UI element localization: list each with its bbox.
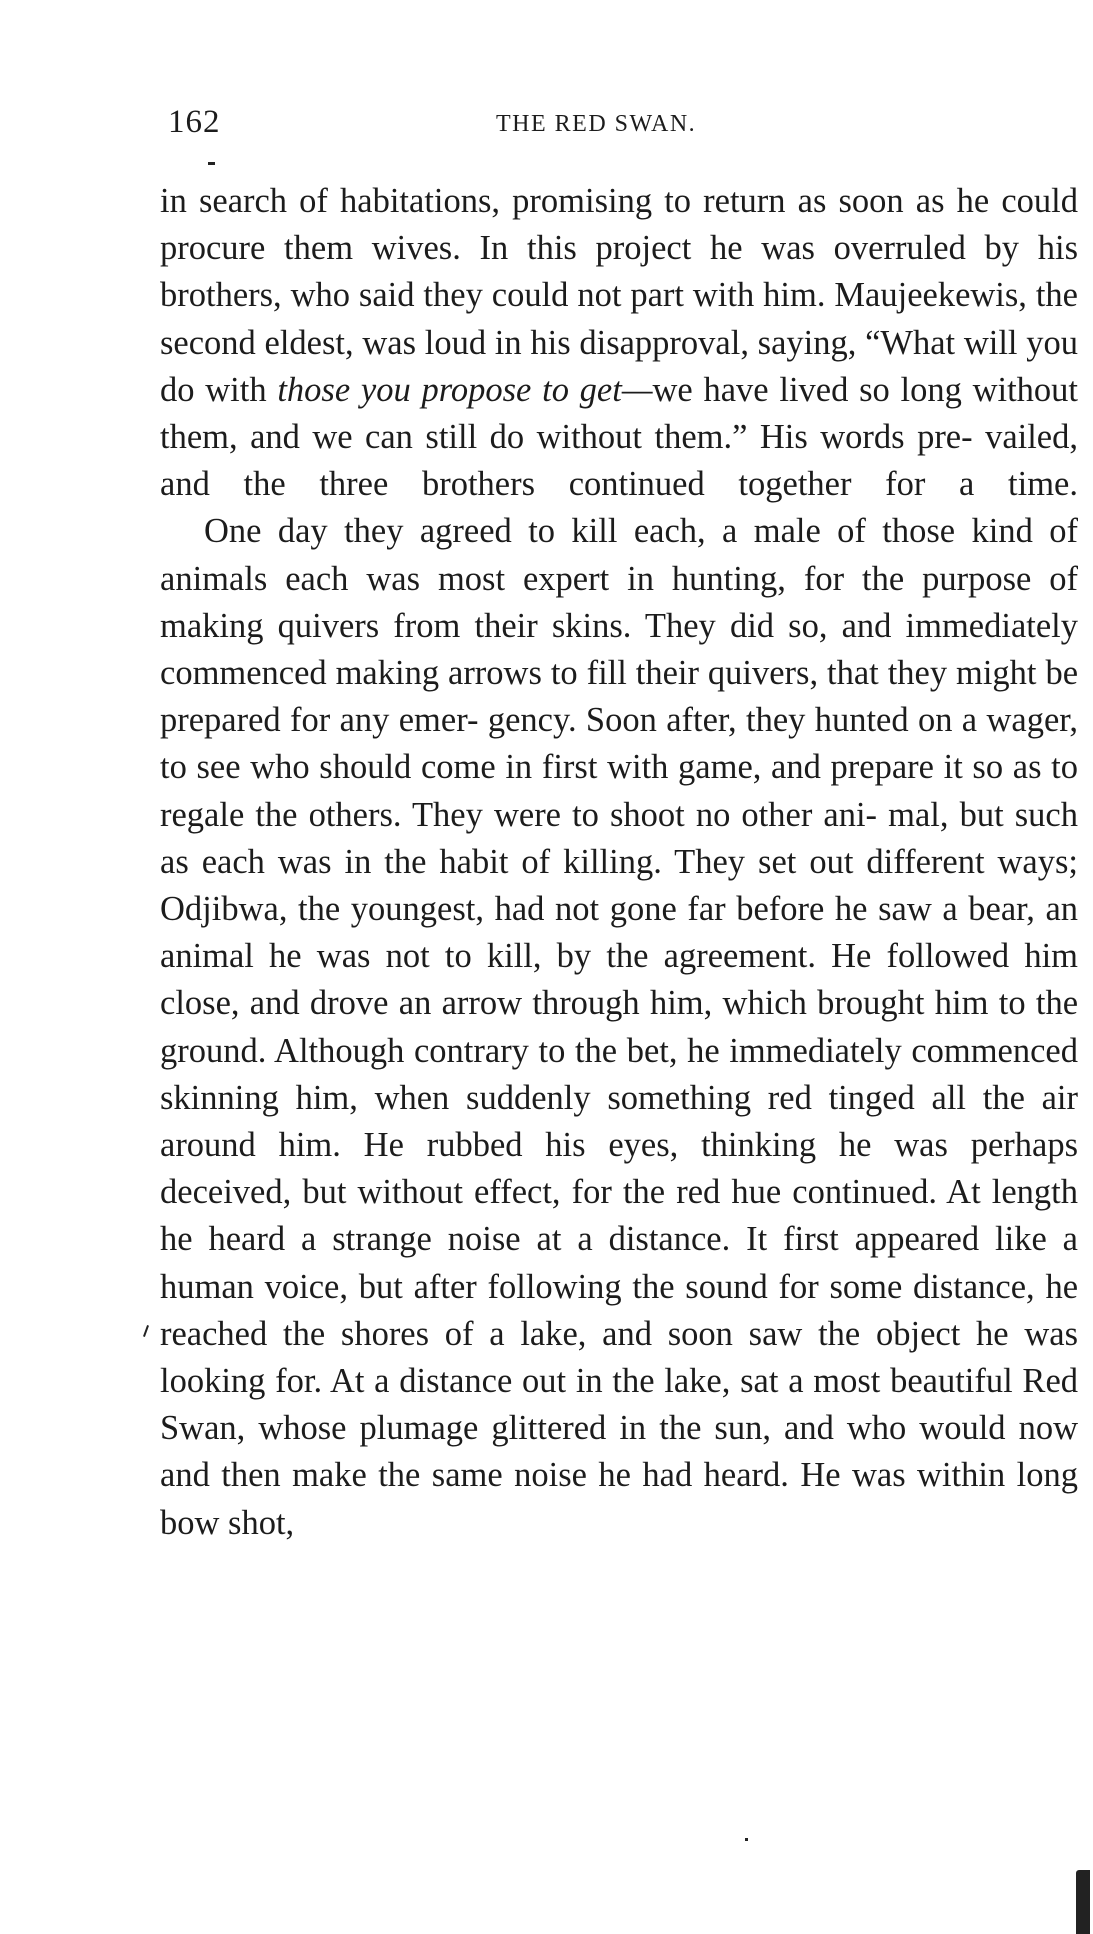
body-text — [160, 178, 1078, 1547]
italic-text: those — [277, 370, 351, 409]
text-line: commenced skinning him, when suddenly something red — [160, 1031, 1078, 1117]
text-line: kill, by the agreement. He followed him close, and — [160, 937, 1078, 1023]
text-line: the sun, and who would now and then make the same — [160, 1409, 1079, 1495]
text-line: regale the others. They were to shoot no other ani- — [160, 795, 878, 834]
text-line: vailed, and the three brothers continued together for a — [160, 418, 1078, 504]
text-line: he reached the shores of a lake, and soon saw the object — [160, 1267, 1079, 1353]
running-title: THE RED SWAN. — [496, 111, 697, 137]
text-line: noise at a distance. It first appeared like a human — [160, 1220, 1078, 1306]
text-line: for the red hue continued. At length he heard a strange — [160, 1173, 1078, 1259]
text-line: purpose of making quivers from their skins. They did — [160, 559, 1079, 645]
text-line: his disapproval, saying, “What will you do with — [160, 323, 1078, 409]
text-line: so, and immediately commenced making arrows to fill — [160, 606, 1078, 693]
text-line: he could procure them wives. In this project he was — [160, 182, 1079, 268]
text-line: should come in first with game, and prepare it so as to — [319, 748, 1079, 787]
text-line: with him. Maujeekewis, the second eldest, was loud in — [160, 276, 1078, 362]
page-edge-mark — [1076, 1870, 1090, 1934]
text-line: overruled by his brothers, who said they could not part — [160, 229, 1078, 315]
text-line: their quivers, that they might be prepared for any emer- — [160, 654, 1079, 740]
text-line: noise he had heard. He was within long bow shot, — [160, 1456, 1079, 1542]
margin-tick — [143, 1325, 149, 1337]
text-line: a most beautiful Red Swan, whose plumage glittered in — [160, 1362, 1079, 1448]
text-line: gone far before he saw a bear, an animal he was not to — [160, 890, 1079, 976]
text-line: set out different ways; Odjibwa, the youngest, had not — [160, 842, 1079, 929]
text-line: thinking he was perhaps deceived, but without effect, — [160, 1126, 1078, 1212]
print-speck — [208, 162, 215, 165]
text-line: drove an arrow through him, which brought him to the — [309, 984, 1079, 1023]
text-line: he was looking for. At a distance out in the lake, sat — [160, 1314, 1079, 1401]
text-line: gency. Soon after, they hunted on a wager, to see who — [160, 701, 1078, 787]
text-line: in search of habitations, promising to return as soon as — [160, 182, 945, 220]
text-line: time. — [1008, 465, 1078, 504]
text-line: we have lived so long without them, — [160, 370, 1079, 457]
text-line: and we can still do without them.” His words pre- — [250, 418, 973, 457]
text-line: tinged all the air around him. He rubbed his eyes, — [160, 1078, 1078, 1165]
text-line: ground. Although contrary to the bet, he immediately — [160, 1031, 902, 1070]
page-header — [168, 104, 1078, 148]
print-speck — [745, 1838, 748, 1841]
text-line: mal, but such as each was in the habit of killing. They — [160, 795, 1078, 881]
paragraph-2 — [160, 508, 1078, 1546]
text-line: voice, but after following the sound for some distance, — [264, 1267, 1035, 1306]
text-line: of animals each was most expert in hunting, for the — [160, 512, 1079, 598]
italic-text: you propose to get— — [360, 370, 653, 409]
page-number: 162 — [168, 104, 221, 140]
paragraph-1 — [160, 178, 1078, 508]
text-line: One day they agreed to kill each, a male of those kind — [204, 512, 1033, 551]
